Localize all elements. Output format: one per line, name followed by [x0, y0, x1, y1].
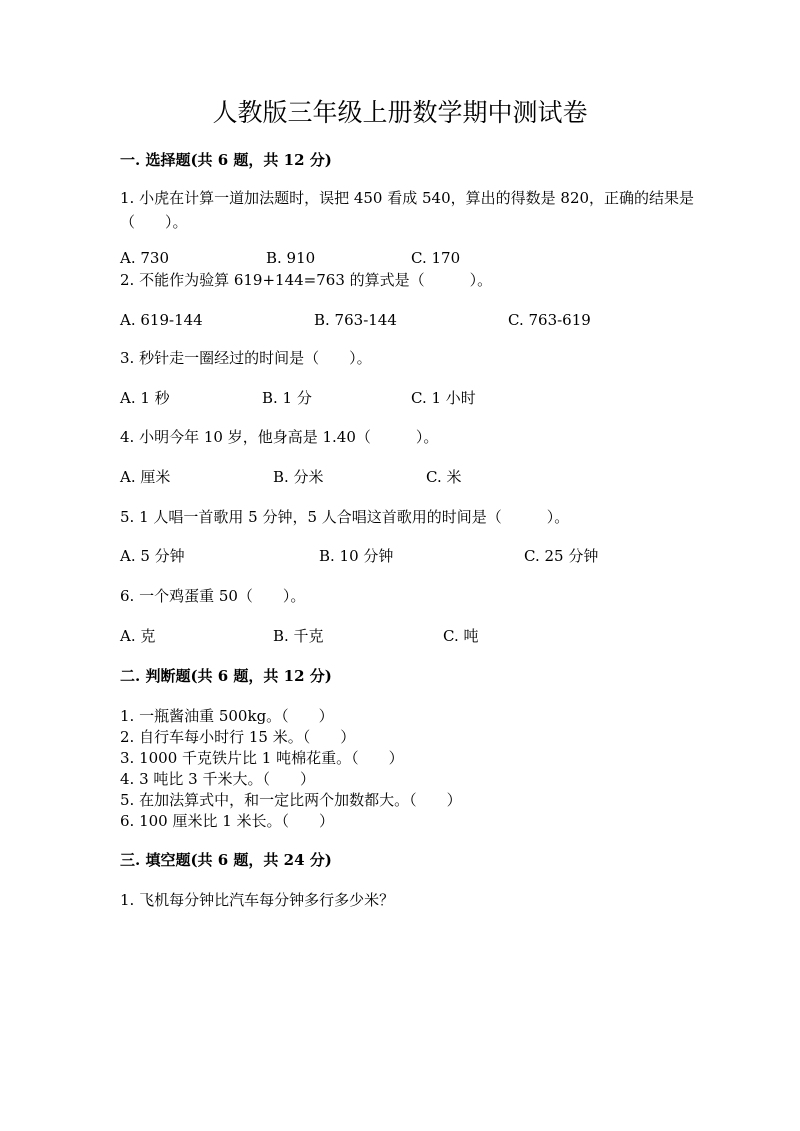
option-a: A. 619-144 [120, 311, 203, 329]
option-b: B. 1 分 [262, 389, 312, 407]
judgment-item: 1. 一瓶酱油重 500kg。（ ） [120, 707, 334, 725]
option-b: B. 763-144 [314, 311, 397, 329]
question-text: 6. 一个鸡蛋重 50（ ）。 [120, 587, 306, 605]
page-title: 人教版三年级上册数学期中测试卷 [212, 98, 588, 127]
option-a: A. 5 分钟 [120, 547, 185, 565]
question-text: 3. 秒针走一圈经过的时间是（ ）。 [120, 349, 372, 367]
judgment-item: 5. 在加法算式中，和一定比两个加数都大。（ ） [120, 791, 462, 809]
fill-in-item: 1. 飞机每分钟比汽车每分钟多行多少米？ [120, 891, 395, 909]
option-c: C. 170 [411, 249, 461, 267]
option-a: A. 1 秒 [120, 389, 170, 407]
option-c: C. 1 小时 [411, 389, 476, 407]
option-b: B. 分米 [273, 468, 324, 486]
option-a: A. 克 [120, 627, 156, 645]
option-c: C. 25 分钟 [524, 547, 599, 565]
option-a: A. 730 [120, 249, 169, 267]
question-text: 1. 小虎在计算一道加法题时，误把 450 看成 540，算出的得数是 820，正确的结果是（ ）。 [120, 189, 695, 231]
option-b: B. 910 [266, 249, 316, 267]
judgment-item: 2. 自行车每小时行 15 米。（ ） [120, 728, 356, 746]
question-text: 4. 小明今年 10 岁，他身高是 1.40（ ）。 [120, 428, 439, 446]
option-b: B. 10 分钟 [319, 547, 394, 565]
option-b: B. 千克 [273, 627, 324, 645]
section-heading-fill-in: 三. 填空题(共 6 题，共 24 分) [120, 851, 332, 869]
judgment-item: 4. 3 吨比 3 千米大。（ ） [120, 770, 315, 788]
judgment-item: 6. 100 厘米比 1 米长。（ ） [120, 812, 335, 830]
judgment-item: 3. 1000 千克铁片比 1 吨棉花重。（ ） [120, 749, 404, 767]
option-a: A. 厘米 [120, 468, 171, 486]
section-heading-choice: 一. 选择题(共 6 题，共 12 分) [120, 151, 332, 169]
option-c: C. 吨 [443, 627, 479, 645]
question-text: 5. 1 人唱一首歌用 5 分钟，5 人合唱这首歌用的时间是（ ）。 [120, 508, 570, 526]
option-c: C. 米 [426, 468, 462, 486]
question-text: 2. 不能作为验算 619+144=763 的算式是（ ）。 [120, 271, 493, 289]
section-heading-true-false: 二. 判断题(共 6 题，共 12 分) [120, 667, 332, 685]
option-c: C. 763-619 [508, 311, 591, 329]
